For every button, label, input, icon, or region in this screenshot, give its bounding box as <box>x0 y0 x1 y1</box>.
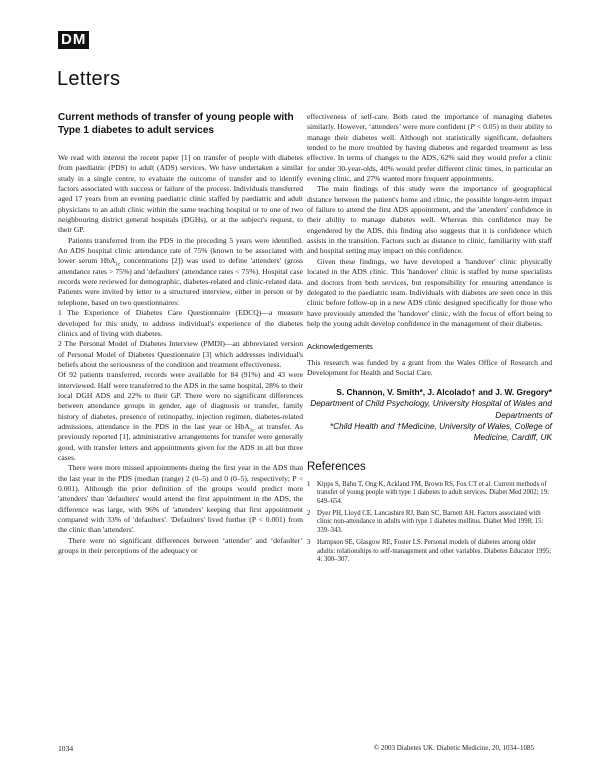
reference-list <box>307 481 552 565</box>
journal-logo <box>58 31 89 49</box>
left-column <box>58 112 303 556</box>
paragraph-4: There were more missed appointments during the first year in the ADS than the last year in the PDS (median (range) 2 (0–5) and 0 (0–5), respectively; P < 0.001). Although the prior definition of the groups would predict more 'attenders' than 'defaulters' would attend the first appointment in the ADS, the difference was large, with 96% of 'attenders' keeping that first appointment compared with 33% of 'defaulters'. 'Defaulters' lived further (P < 0.001) from the clinic than 'attenders'. <box>58 463 303 535</box>
paragraph-2: Patients transferred from the PDS in the preceding 5 years were identified. An ADS hospital clinic attendance rate of 75% (known to be associated with lower serum HbA$_{1c}$ concentrations [2]) was used to define 'attenders' (gross attendance rates > 75%) and 'defaulters' (attendance rates < 75%). Hospital case records were reviewed for demographic, diabetes-related and clinic-related data. Patients were invited by letter to a structured interview, either in person or by telephone, based on two questionnaires: <box>58 235 303 307</box>
author-names: S. Channon, V. Smith*, J. Alcolado† and J. W. Gregory* <box>336 387 552 398</box>
author-block <box>307 387 552 443</box>
reference-item: 2 Dyer PH, Lloyd CE, Lancashire RJ, Bain SC, Barnett AH. Factors associated with clinic non-attendance in adults with type 1 diabetes mellitus. Diabet Med 1998; 15: 339–343. <box>307 509 544 535</box>
journal-logo-text: DM <box>58 31 89 49</box>
references-heading: References <box>307 461 366 474</box>
reference-item: 1 Kipps S, Bahu T, Ong K, Ackland FM, Brown RS, Fox CT et al. Current methods of transfer of young people with type 1 diabetes to adult services. Diabet Med 2002; 19: 649–654. <box>307 480 549 506</box>
paragraph-5-start: There were no significant differences between ‘attender’ and ‘defaulter’ groups in their perceptions of the adequacy or <box>58 535 303 556</box>
journal-citation: © 2003 Diabetes UK. Diabetic Medicine, 20, 1034–1085 <box>373 744 534 752</box>
right-column <box>307 112 552 568</box>
reference-item: 3 Hampson SE, Glasgow RE, Foster LS. Personal models of diabetes among older adults: relationships to self-management and other variables. Diabetes Educator 1995; 4: 300–307. <box>307 538 552 564</box>
paragraph-1: We read with interest the recent paper [1] on transfer of people with diabetes from paediatric (PDS) to adult (ADS) services. We have undertaken a similar study in a single centre, to evaluate the outcome of transfer and to identify factors associated with success or failure of the process. Individuals transferred aged 17 years from an evening paediatric clinic staffed by paediatric and adult physicians to an adult clinic within the same teaching hospital or to one of two neighbouring district general hospitals (DGHs), or at the subject's request, to their GP. <box>58 153 303 235</box>
questionnaire-2: 2 The Personal Model of Diabetes Interview (PMDI)—an abbreviated version of Personal Model of Diabetes Questionnaire [3] which addresses individual's beliefs about the seriousness of the condition and treatment effectiveness. <box>58 339 303 369</box>
page-number: 1034 <box>58 744 74 753</box>
paragraph-7: Given these findings, we have developed a 'handover' clinic physically located in the ADS clinic. This 'handover' clinic is staffed by nurse specialists and doctors from both services, but responsibility for ensuring attendance is delegated to the paediatric team. Individuals with diabetes are seen once in this clinic before follow-up in a new ADS clinic designed specifically for those who have previously attended the 'handover' clinic, with the focus of effort being to help the young adult develop confidence in the management of their diabetes. <box>307 256 552 328</box>
paragraph-3: Of 92 patients transferred, records were available for 84 (91%) and 43 were interviewed. Half were transferred to the ADS in the same hospital, 28% to their local DGH ADS and 22% to their GP. There were no significant differences between attendance groups in gender, age of diagnosis or transfer, family history of diabetes, presence of retinopathy, injection regimen, diabetes-related admissions, attendance in the PDS in the last year or HbA$_{1c}$ at transfer. As previously reported [1], administrative arrangements for transfer were generally good, with transfer letters and appointments given for the ADS in all but three cases. <box>58 370 303 462</box>
paragraph-6: The main findings of this study were the importance of geographical distance between the patient's home and clinic, the possible longer-term impact of failure to attend the first ADS appointment, and the 'attenders' confidence in their ability to manage diabetes well. Whereas this confidence may be engendered by the ADS, this finding also suggests that it is confidence which assists in the transition. Factors such as distance to clinic, familiarity with staff and hospital setting may impact on this confidence. <box>307 184 552 256</box>
paragraph-5-continued: effectiveness of self-care. Both rated the importance of managing diabetes similarly. However, ‘attenders’ were more confident (P < 0.05) in their ability to manage their diabetes well. Although not statistically significant, defaulters tended to be more troubled by having diabetes and regarded treatment as less effective. In terms of changes to the ADS, 62% said they would prefer a clinic for under 30-year-olds, 40% would prefer different clinic times, in particular an evening clinic, and 27% wanted more frequent appointments. <box>307 112 553 184</box>
acknowledgements-text: This research was funded by a grant from the Wales Office of Research and Development for Health and Social Care. <box>307 357 552 377</box>
acknowledgements-heading: Acknowledgements <box>307 342 373 352</box>
section-title: Letters <box>57 68 121 90</box>
author-affiliation-2: *Child Health and †Medicine, University of Wales, College of Medicine, Cardiff, UK <box>329 420 552 443</box>
article-title: Current methods of transfer of young people with Type 1 diabetes to adult services <box>58 112 294 136</box>
author-affiliation-1: Department of Child Psychology, University Hospital of Wales and Departments of <box>310 398 552 420</box>
questionnaire-1: 1 The Experience of Diabetes Care Questionnaire (EDCQ)—a measure developed for this study, to address individual's experience of the diabetes clinics and of living with diabetes. <box>58 308 303 338</box>
